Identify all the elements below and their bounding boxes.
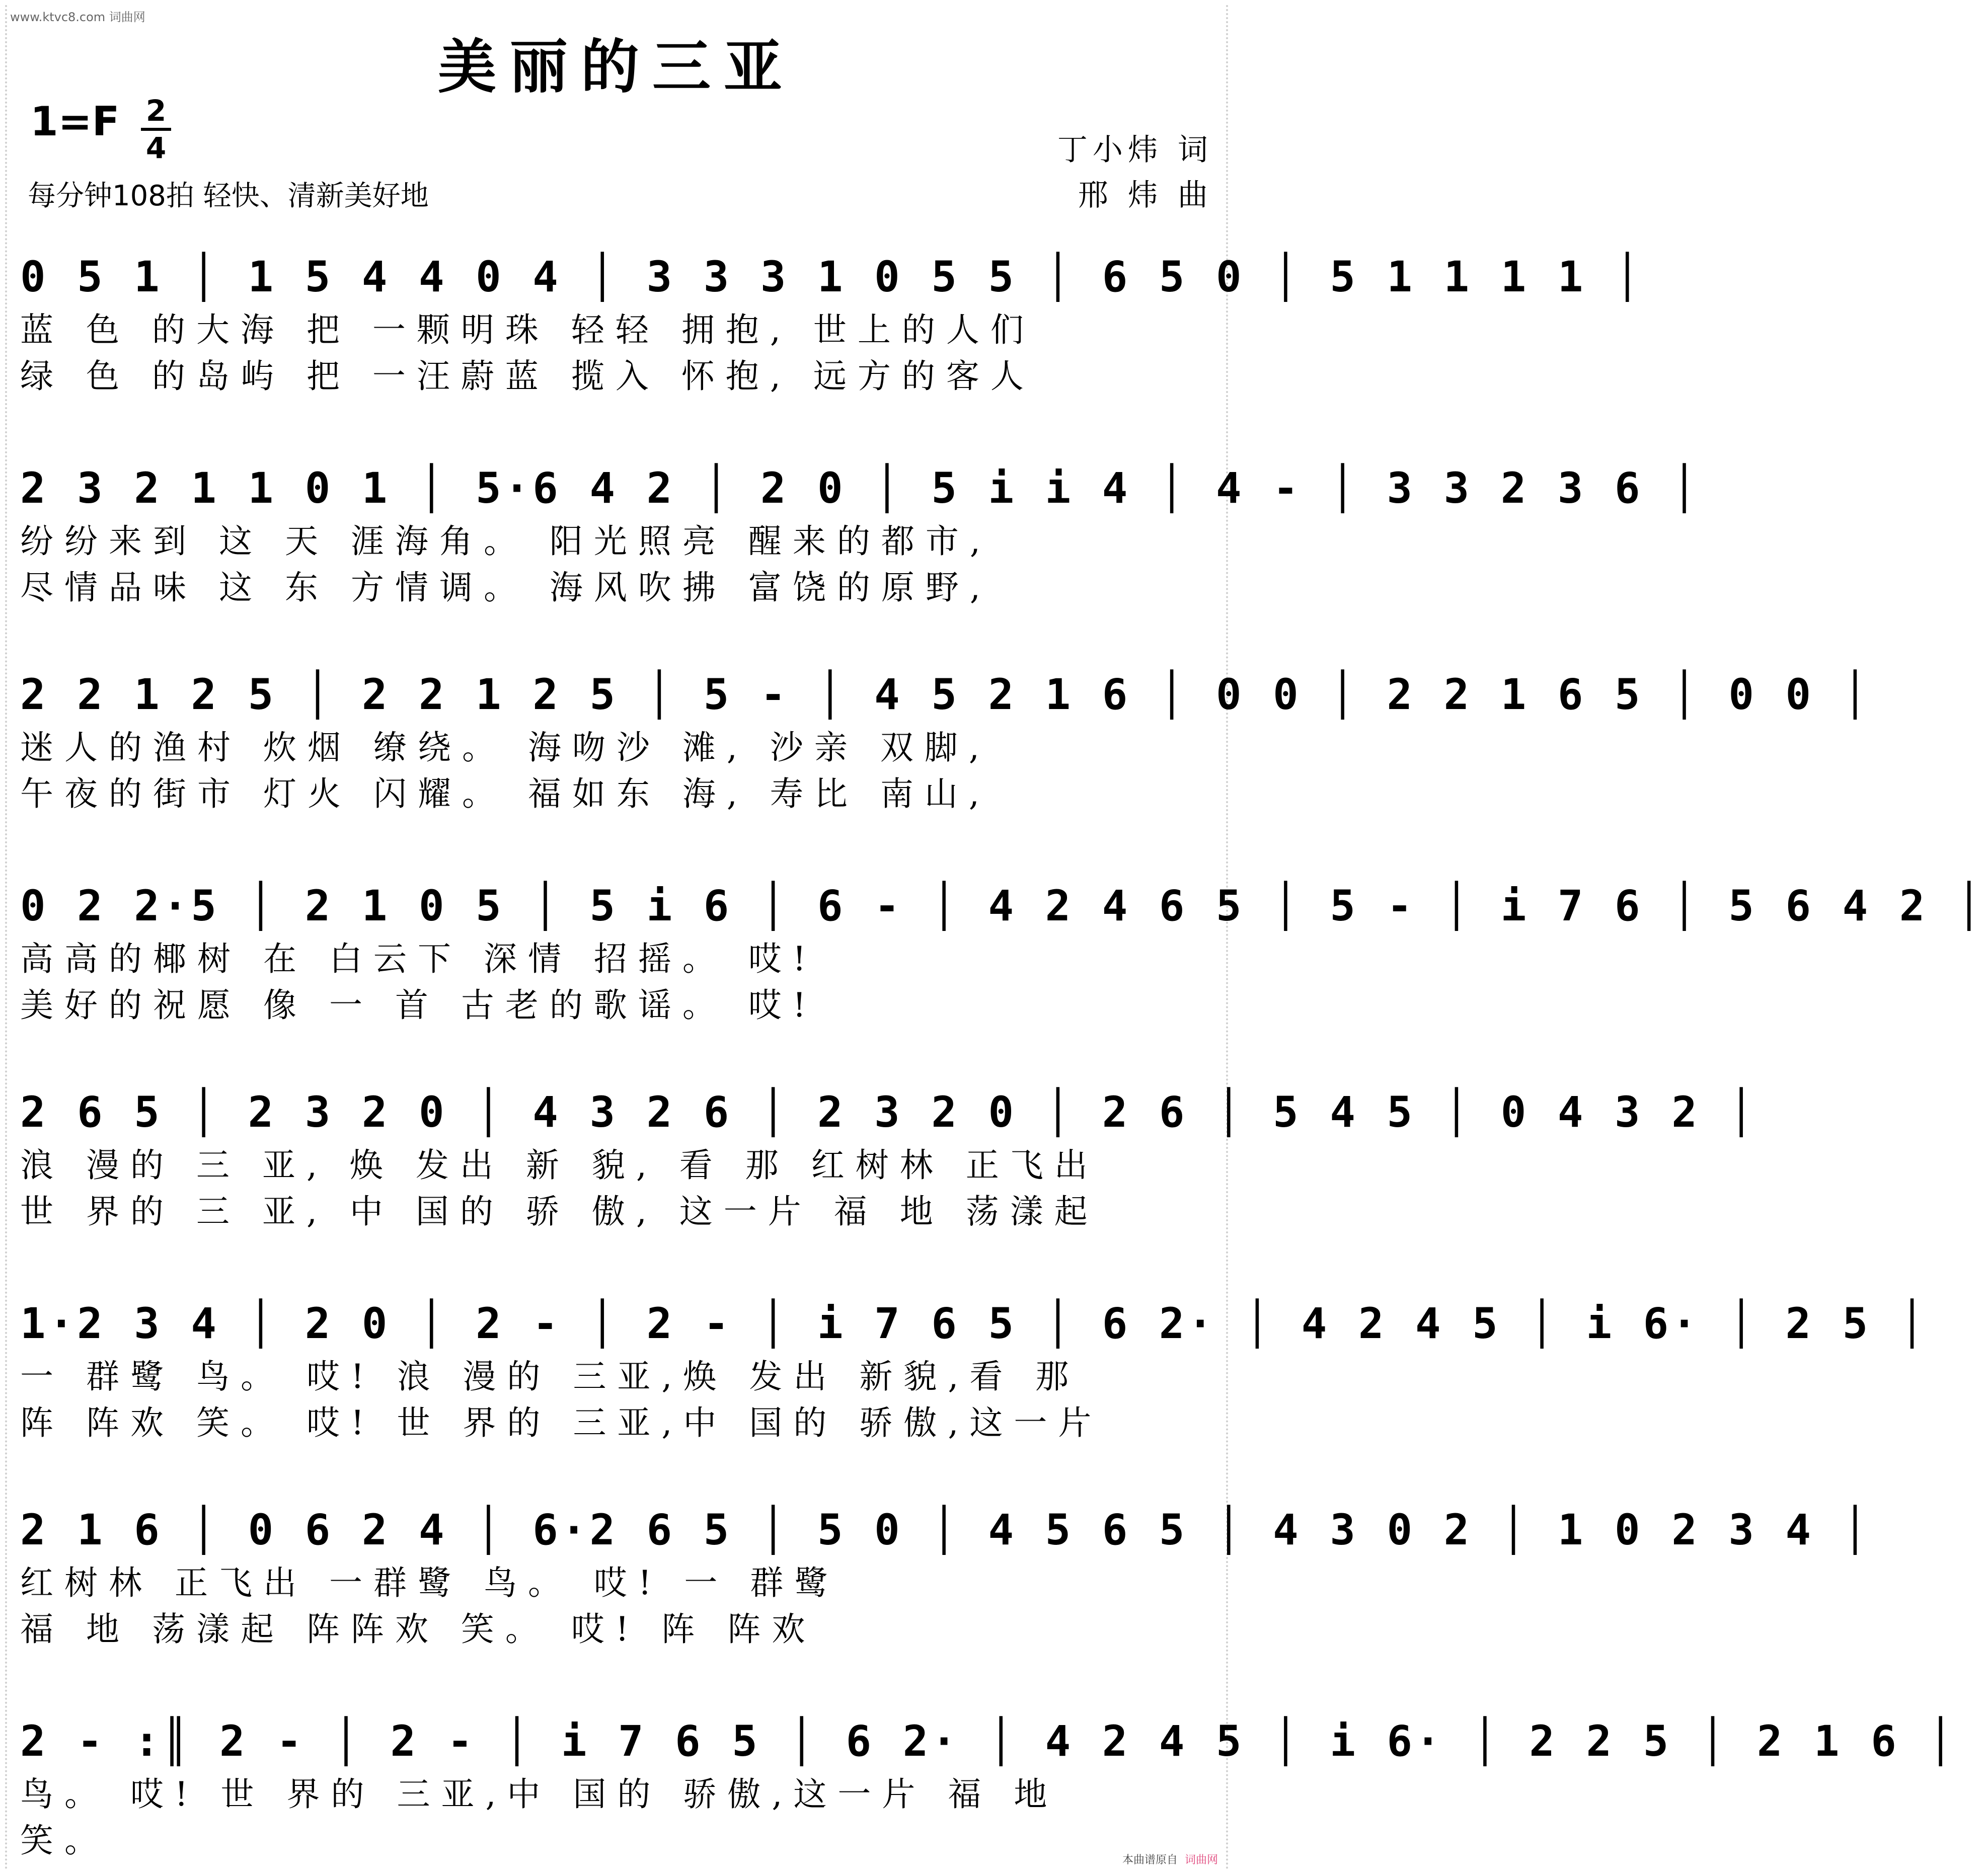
watermark-bottom xyxy=(1122,1851,1218,1867)
lyric-verse-2: 世 界的 三 亚, 中 国的 骄 傲, 这一片 福 地 荡漾起 xyxy=(20,1192,1099,1231)
lyric-verse-2: 笑。 xyxy=(20,1821,109,1860)
lyric-verse-1: 高高的椰树 在 白云下 深情 招摇。 哎! xyxy=(20,940,817,978)
lyric-verse-2: 午夜的街市 灯火 闪耀。 福如东 海, 寿比 南山, xyxy=(20,774,990,813)
score-system-6 xyxy=(20,1293,1928,1446)
notation-line: 2 - :║ 2 - │ 2 - │ i 7 6 5 │ 6 2· │ 4 2 4 5 │ i 6· │ 2 2 5 │ 2 1 6 │ xyxy=(20,1716,1956,1766)
watermark-bottom-text: 本曲谱原自 xyxy=(1122,1854,1178,1866)
tempo-marking: 每分钟108拍 轻快、清新美好地 xyxy=(28,180,429,212)
lyric-verse-1: 鸟。 哎! 世 界的 三亚,中 国的 骄傲,这一片 福 地 xyxy=(20,1775,1058,1814)
score-system-4 xyxy=(20,876,1985,1029)
score-system-1 xyxy=(20,247,1643,400)
notation-line: 0 2 2·5 │ 2 1 0 5 │ 5 i 6 │ 6 - │ 4 2 4 6 5 │ 5 - │ i 7 6 │ 5 6 4 2 │ xyxy=(20,881,1985,930)
watermark-top: www.ktvc8.com 词曲网 xyxy=(10,10,145,24)
lyric-verse-1: 迷人的渔村 炊烟 缭绕。 海吻沙 滩, 沙亲 双脚, xyxy=(20,728,990,767)
lyric-verse-1: 蓝 色 的大海 把 一颗明珠 轻轻 拥抱, 世上的人们 xyxy=(20,310,1035,349)
score-system-8 xyxy=(20,1711,1956,1864)
time-signature xyxy=(141,95,171,164)
lyric-verse-2: 美好的祝愿 像 一 首 古老的歌谣。 哎! xyxy=(20,986,817,1025)
lyric-verse-2: 尽情品味 这 东 方情调。 海风吹拂 富饶的原野, xyxy=(20,568,991,607)
notation-line: 2 3 2 1 1 0 1 │ 5·6 4 2 │ 2 0 │ 5 i i 4 │ 4 - │ 3 3 2 3 6 │ xyxy=(20,463,1700,513)
lyricist-credit: 丁小炜 词 xyxy=(1057,132,1213,168)
notation-line: 1·2 3 4 │ 2 0 │ 2 - │ 2 - │ i 7 6 5 │ 6 2· │ 4 2 4 5 │ i 6· │ 2 5 │ xyxy=(20,1299,1928,1348)
score-system-2 xyxy=(20,458,1700,611)
lyric-verse-1: 一 群鹭 鸟。 哎! 浪 漫的 三亚,焕 发出 新貌,看 那 xyxy=(20,1357,1080,1396)
composer-credit: 邢 炜 曲 xyxy=(1078,178,1213,213)
lyric-verse-1: 红树林 正飞出 一群鹭 鸟。 哎! 一 群鹭 xyxy=(20,1564,839,1602)
lyric-verse-1: 纷纷来到 这 天 涯海角。 阳光照亮 醒来的都市, xyxy=(20,522,991,561)
score-system-5 xyxy=(20,1082,1757,1235)
score-system-3 xyxy=(20,664,1871,817)
notation-line: 2 6 5 │ 2 3 2 0 │ 4 3 2 6 │ 2 3 2 0 │ 2 6 │ 5 4 5 │ 0 4 3 2 │ xyxy=(20,1087,1757,1137)
lyric-verse-2: 福 地 荡漾起 阵阵欢 笑。 哎! 阵 阵欢 xyxy=(20,1610,816,1649)
score-system-7 xyxy=(20,1500,1871,1653)
time-signature-bottom: 4 xyxy=(145,131,167,165)
notation-line: 2 2 1 2 5 │ 2 2 1 2 5 │ 5 - │ 4 5 2 1 6 │ 0 0 │ 2 2 1 6 5 │ 0 0 │ xyxy=(20,670,1871,719)
notation-line: 2 1 6 │ 0 6 2 4 │ 6·2 6 5 │ 5 0 │ 4 5 6 5 │ 4 3 0 2 │ 1 0 2 3 4 │ xyxy=(20,1505,1871,1554)
notation-line: 0 5 1 │ 1 5 4 4 0 4 │ 3 3 3 1 0 5 5 │ 6 5 0 │ 5 1 1 1 1 │ xyxy=(20,252,1643,301)
lyric-verse-1: 浪 漫的 三 亚, 焕 发出 新 貌, 看 那 红树林 正飞出 xyxy=(20,1146,1099,1185)
song-title: 美丽的三亚 xyxy=(438,33,795,101)
lyric-verse-2: 阵 阵欢 笑。 哎! 世 界的 三亚,中 国的 骄傲,这一片 xyxy=(20,1403,1103,1442)
key-signature: 1=F xyxy=(30,98,120,145)
lyric-verse-2: 绿 色 的岛屿 把 一汪蔚蓝 揽入 怀抱, 远方的客人 xyxy=(20,357,1035,396)
time-signature-top: 2 xyxy=(145,94,167,128)
watermark-bottom-logo: 词曲网 xyxy=(1184,1854,1218,1866)
